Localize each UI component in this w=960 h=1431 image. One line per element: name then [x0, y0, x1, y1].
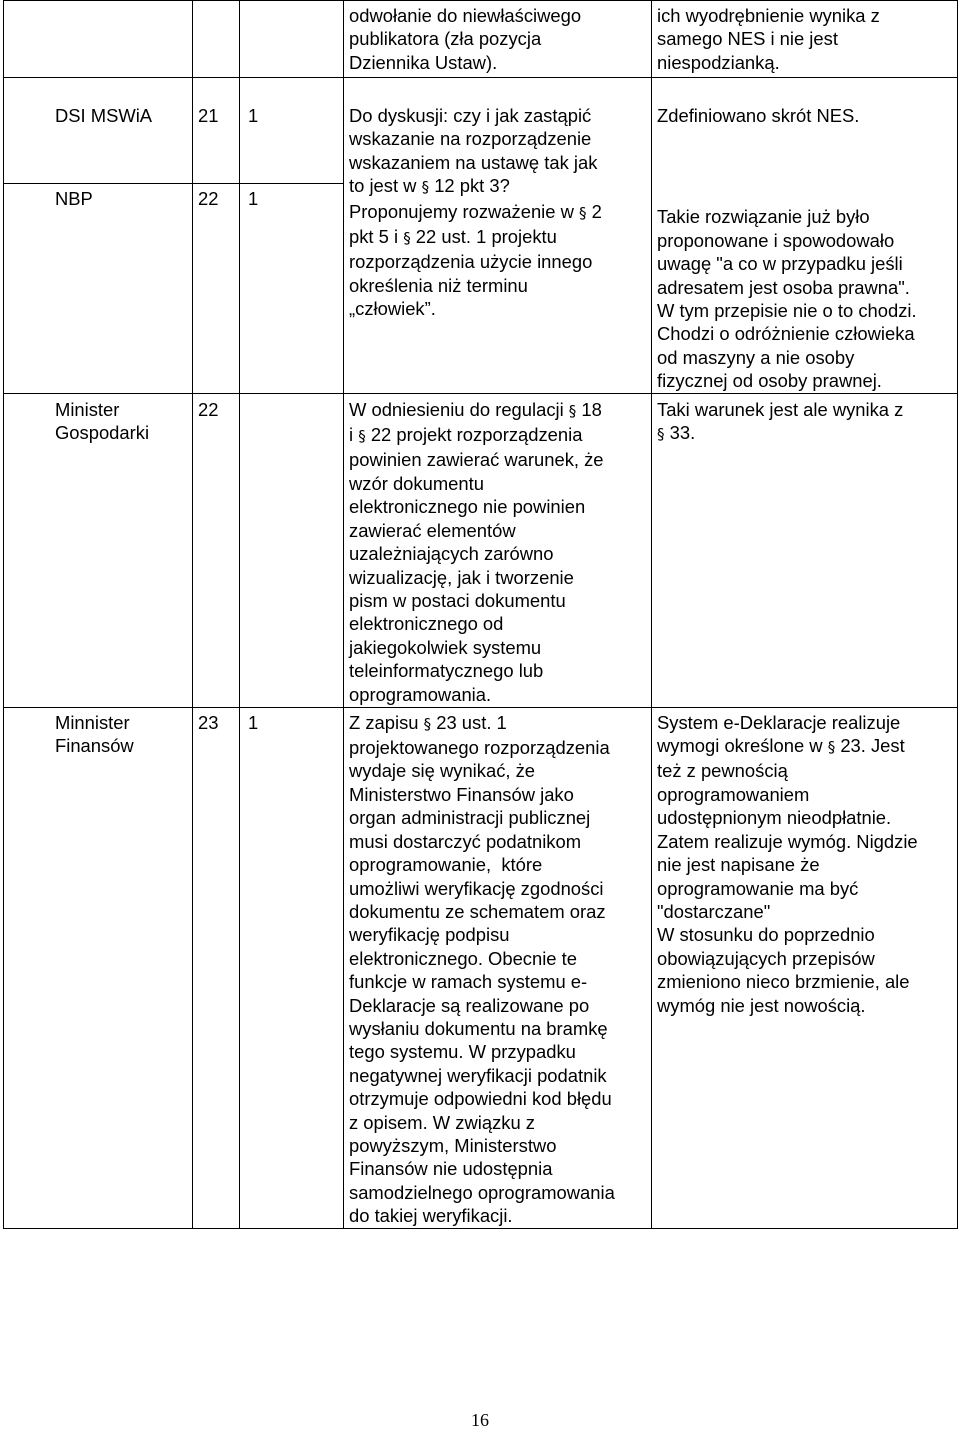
organ-cell — [4, 78, 193, 184]
remarks-table — [3, 0, 958, 1229]
response-line: System e-Deklaracje realizuje — [657, 711, 901, 733]
response-line: adresatem jest osoba prawna". — [657, 276, 910, 298]
response-line: "dostarczane" — [657, 900, 771, 922]
response-line: niespodzianką. — [657, 51, 780, 73]
remark-text-cell — [344, 78, 652, 394]
response-cell — [652, 393, 958, 707]
text-line: W odniesieniu do regulacji § 18 — [349, 398, 602, 420]
text-line: Dziennika Ustaw). — [349, 51, 498, 73]
paragraph-cell — [240, 1, 344, 78]
text-line: weryfikację podpisu — [349, 924, 510, 946]
text-line: tego systemu. W przypadku — [349, 1041, 576, 1063]
remark-text-cell — [344, 1, 652, 78]
response-line: Chodzi o odróżnienie człowieka — [657, 323, 915, 345]
response-line: § 33. — [657, 422, 696, 444]
text-line: uzależniających zarówno — [349, 543, 554, 565]
text-line: wizualizację, jak i tworzenie — [349, 566, 574, 588]
text-line: pism w postaci dokumentu — [349, 589, 566, 611]
text-line: z opisem. W związku z — [349, 1111, 535, 1133]
paragraph-cell — [240, 78, 344, 184]
text-line: do takiej weryfikacji. — [349, 1205, 513, 1227]
response-line: zmieniono nieco brzmienie, ale — [657, 971, 910, 993]
section-cell — [193, 183, 240, 393]
text-line: dokumentu ze schematem oraz — [349, 900, 606, 922]
text-line: organ administracji publicznej — [349, 807, 591, 829]
response-line: uwagę "a co w przypadku jeśli — [657, 253, 903, 275]
section-cell — [193, 393, 240, 707]
text-line: musi dostarczyć podatnikom — [349, 830, 582, 852]
table-row — [4, 1, 958, 78]
paragraph-number: 1 — [248, 105, 259, 126]
response-line: oprogramowanie ma być — [657, 877, 859, 899]
text-line: negatywnej weryfikacji podatnik — [349, 1064, 607, 1086]
text-line: Do dyskusji: czy i jak zastąpić — [349, 105, 592, 126]
paragraph-cell — [240, 393, 344, 707]
response-line: wymóg nie jest nowością. — [657, 994, 866, 1016]
section-cell — [193, 1, 240, 78]
paragraph-number: 1 — [248, 711, 259, 733]
response-line: też z pewnością — [657, 760, 788, 782]
response-line: nie jest napisane że — [657, 854, 820, 876]
text-line: elektronicznego nie powinien — [349, 496, 586, 518]
response-line: samego NES i nie jest — [657, 28, 838, 50]
organ-name: Minnister — [55, 711, 130, 733]
text-line: publikatora (zła pozycja — [349, 28, 542, 50]
table-row — [4, 393, 958, 707]
text-line: wskazanie na rozporządzenie — [349, 128, 592, 150]
section-sign: § — [403, 229, 411, 248]
text-line: oprogramowanie, które — [349, 854, 543, 876]
text-line: i § 22 projekt rozporządzenia — [349, 424, 583, 446]
text-line: samodzielnego oprogramowania — [349, 1181, 615, 1203]
organ-cell — [4, 393, 193, 707]
response-line: obowiązujących przepisów — [657, 947, 875, 969]
text-line: odwołanie do niewłaściwego — [349, 5, 582, 26]
section-number: 21 — [198, 105, 219, 126]
response-line: oprogramowaniem — [657, 783, 810, 805]
organ-name: Minister — [55, 398, 120, 420]
text-line: otrzymuje odpowiedni kod błędu — [349, 1088, 612, 1110]
text-line: Z zapisu § 23 ust. 1 — [349, 711, 507, 733]
response-line: ich wyodrębnienie wynika z — [657, 5, 880, 26]
remark-text-cell — [344, 707, 652, 1228]
text-line: określenia niż terminu — [349, 274, 528, 296]
text-line: Deklaracje są realizowane po — [349, 994, 590, 1016]
response-line: W stosunku do poprzednio — [657, 924, 875, 946]
text-line: powyższym, Ministerstwo — [349, 1134, 557, 1156]
response-cell — [652, 78, 958, 394]
text-line: oprogramowania. — [349, 683, 492, 705]
section-sign: § — [568, 401, 577, 420]
response-line: W tym przepisie nie o to chodzi. — [657, 300, 917, 322]
section-sign: § — [421, 178, 430, 197]
section-sign: § — [358, 427, 366, 446]
section-cell — [193, 78, 240, 184]
organ-cell — [4, 1, 193, 78]
section-sign: § — [423, 714, 432, 733]
text-line: rozporządzenia użycie innego — [349, 251, 593, 273]
text-line: to jest w § 12 pkt 3? — [349, 175, 510, 197]
response-cell — [652, 707, 958, 1228]
response-line: fizycznej od osoby prawnej. — [657, 370, 882, 392]
organ-name: NBP — [55, 187, 93, 209]
paragraph-cell — [240, 707, 344, 1228]
remark-text-cell — [344, 393, 652, 707]
response-line: Takie rozwiązanie już było — [657, 206, 870, 228]
text-line: powinien zawierać warunek, że — [349, 449, 604, 471]
response-line: Zdefiniowano skrót NES. — [657, 105, 860, 126]
text-line: zawierać elementów — [349, 519, 516, 541]
response-line: Zatem realizuje wymóg. Nigdzie — [657, 830, 918, 852]
text-line: „człowiek”. — [349, 298, 436, 320]
organ-name: Gospodarki — [55, 422, 150, 444]
response-line: od maszyny a nie osoby — [657, 346, 855, 368]
text-line: funkcje w ramach systemu e- — [349, 971, 588, 993]
response-line: proponowane i spowodowało — [657, 229, 895, 251]
section-number: 23 — [198, 711, 219, 733]
table-row — [4, 78, 958, 184]
organ-name: DSI MSWiA — [55, 105, 153, 126]
text-line: projektowanego rozporządzenia — [349, 737, 610, 759]
table-row — [4, 707, 958, 1228]
text-line: elektronicznego. Obecnie te — [349, 947, 577, 969]
text-line: elektronicznego od — [349, 613, 504, 635]
section-sign: § — [827, 738, 836, 757]
text-line: Proponujemy rozważenie w § 2 — [349, 200, 602, 222]
text-line: pkt 5 i § 22 ust. 1 projektu — [349, 226, 557, 248]
section-number: 22 — [198, 398, 219, 420]
response-cell — [652, 1, 958, 78]
text-line: teleinformatycznego lub — [349, 660, 544, 682]
organ-cell — [4, 707, 193, 1228]
section-cell — [193, 707, 240, 1228]
text-line: Finansów nie udostępnia — [349, 1158, 553, 1180]
response-line: wymogi określone w § 23. Jest — [657, 735, 905, 757]
text-line: jakiegokolwiek systemu — [349, 636, 542, 658]
section-sign: § — [657, 425, 665, 444]
organ-name: Finansów — [55, 735, 134, 757]
section-sign: § — [579, 203, 587, 222]
page-number: 16 — [471, 1410, 489, 1430]
text-line: wzór dokumentu — [349, 472, 484, 494]
paragraph-number: 1 — [248, 187, 259, 209]
text-line: wysłaniu dokumentu na bramkę — [349, 1017, 608, 1039]
response-line: Taki warunek jest ale wynika z — [657, 398, 904, 420]
text-line: wskazaniem na ustawę tak jak — [349, 151, 598, 173]
response-line: udostępnionym nieodpłatnie. — [657, 807, 892, 829]
section-number: 22 — [198, 187, 219, 209]
text-line: umożliwi weryfikację zgodności — [349, 877, 604, 899]
organ-cell — [4, 183, 193, 393]
text-line: wydaje się wynikać, że — [349, 760, 536, 782]
paragraph-cell — [240, 183, 344, 393]
text-line: Ministerstwo Finansów jako — [349, 783, 574, 805]
